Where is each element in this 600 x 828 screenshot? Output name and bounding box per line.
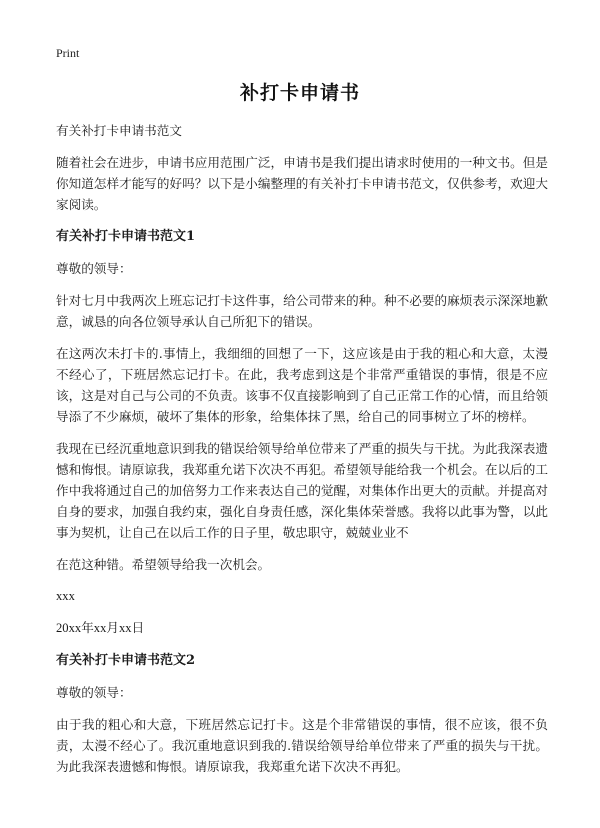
document-body: [56, 120, 548, 788]
print-link[interactable]: Print: [56, 46, 80, 60]
section1-paragraph-1: 针对七月中我两次上班忘记打卡这件事，给公司带来的种。种不必要的麻烦表示深深地歉意，诚恳的向各位领导承认自己所犯下的错误。: [56, 293, 548, 329]
intro-heading: 有关补打卡申请书范文: [56, 123, 182, 138]
section1-paragraph-4: 在范这种错。希望领导给我一次机会。: [56, 557, 271, 572]
section1-date: 20xx年xx月xx日: [56, 621, 145, 635]
section2-salutation: 尊敬的领导：: [56, 685, 132, 700]
section1-paragraph-2: 在这两次未打卡的.事情上，我细细的回想了一下，这应该是由于我的粗心和大意，太漫不经心了，下班居然忘记打卡。在此，我考虑到这是个非常严重错误的事情，很是不应该，这是对自己与公司的不负责。该事不仅直接影响到了自己正常工作的心情，而且给领导添了不少麻烦，破坏了集体的形象，给集体抹了黑，给自己的同事树立了坏的榜样。: [56, 346, 548, 424]
section2-heading: 有关补打卡申请书范文2: [56, 653, 196, 668]
section1-paragraph-3: 我现在已经沉重地意识到我的错误给领导给单位带来了严重的损失与干扰。为此我深表遗憾和悔恨。请原谅我，我郑重允诺下次决不再犯。希望领导能给我一个机会。在以后的工作中我将通过自己的加倍努力工作来表达自己的觉醒，对集体作出更大的贡献。并提高对自身的要求，加强自我约束，强化自身责任感，深化集体荣誉感。我将以此事为警，以此事为契机，让自己在以后工作的日子里，敬忠职守，兢兢业业不: [56, 441, 548, 540]
section1-salutation: 尊敬的领导：: [56, 261, 132, 276]
section2-paragraph-1: 由于我的粗心和大意，下班居然忘记打卡。这是个非常错误的事情，很不应该，很不负责，太漫不经心了。我沉重地意识到我的.错误给领导给单位带来了严重的损失与干扰。为此我深表遗憾和悔恨。请原谅我，我郑重允诺下次决不再犯。: [56, 717, 548, 774]
intro-paragraph: 随着社会在进步，申请书应用范围广泛，申请书是我们提出请求时使用的一种文书。但是你知道怎样才能写的好吗？以下是小编整理的有关补打卡申请书范文，仅供参考，欢迎大家阅读。: [56, 155, 548, 212]
section1-signature: xxx: [56, 589, 75, 603]
page-title: 补打卡申请书: [239, 82, 360, 104]
section1-heading: 有关补打卡申请书范文1: [56, 229, 196, 244]
